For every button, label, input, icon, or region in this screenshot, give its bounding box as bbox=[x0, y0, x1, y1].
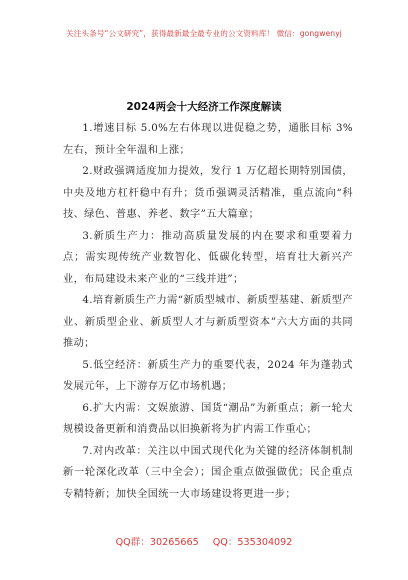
paragraph-3: 3.新质生产力：推动高质量发展的内在要求和重要着力点；需实现传统产业数智化、低碳化转型，培育壮大新兴产业，布局建设未来产业的“三线并进”； bbox=[63, 230, 353, 285]
document-title: 2024两会十大经济工作深度解读 bbox=[126, 101, 282, 113]
footer-qq-group: QQ群：30265665 bbox=[115, 537, 199, 548]
paragraph-5: 5.低空经济：新质生产力的重要代表，2024 年为蓬勃式发展元年，上下游存万亿市场机遇； bbox=[63, 359, 353, 392]
paragraph-7: 7.对内改革：关注以中国式现代化为关键的经济体制机制新一轮深化改革（三中全会）；国企重点做强做优；民企重点专精特新；加快全国统一大市场建设将更进一步； bbox=[63, 445, 353, 500]
footer-qq-number: QQ：535304092 bbox=[212, 537, 293, 548]
document-body bbox=[63, 118, 353, 505]
paragraph-6: 6.扩大内需：文娱旅游、国货“潮品”为新重点；新一轮大规模设备更新和消费品以旧换新将为扩内需工作重心； bbox=[63, 402, 353, 435]
header-banner: 关注头条号“公文研究”，获得最新最全最专业的公文资料库！ 微信：gongwenyj bbox=[66, 29, 342, 38]
paragraph-1: 1.增速目标 5.0%左右体现以进促稳之势，通胀目标 3%左右，预计全年温和上涨； bbox=[63, 123, 353, 156]
footer-contact bbox=[0, 534, 408, 548]
paragraph-2: 2.财政强调适度加力提效，发行 1 万亿超长期特别国债，中央及地方杠杆稳中有升；货币强调灵活精准，重点流向“科技、绿色、普惠、养老、数字”五大篇章； bbox=[63, 166, 353, 220]
paragraph-4: 4.培育新质生产力需“新质型城市、新质型基建、新质型产业、新质型企业、新质型人才与新质型资本”六大方面的共同推动； bbox=[63, 295, 353, 349]
